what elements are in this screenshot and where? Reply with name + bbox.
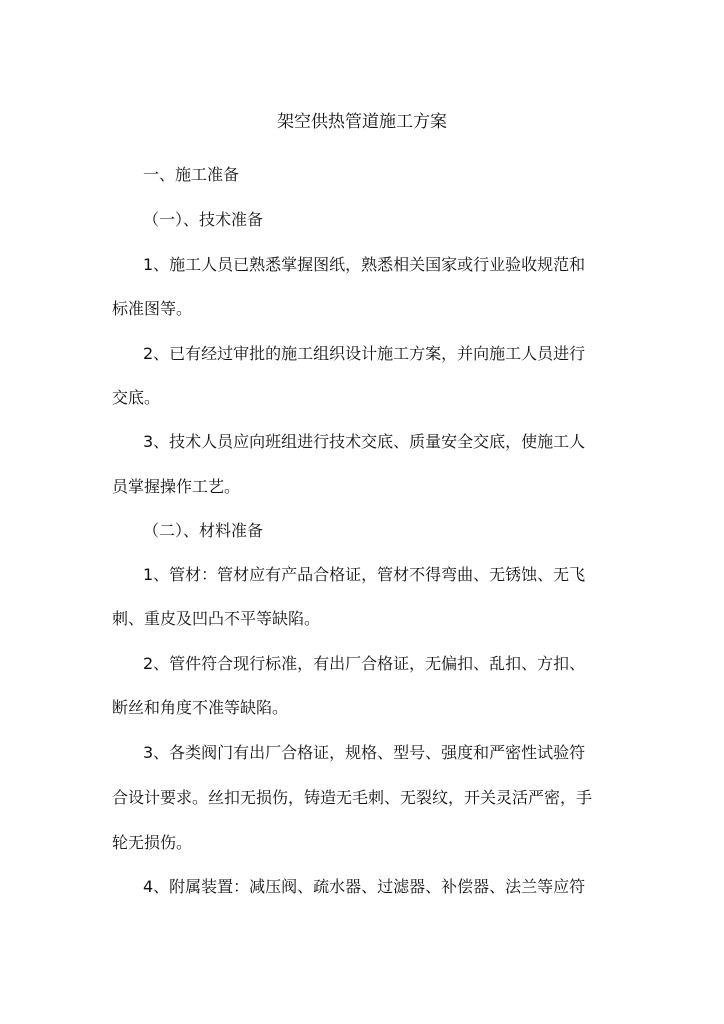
paragraph-line: 3、各类阀门有出厂合格证，规格、型号、强度和严密性试验符	[143, 743, 586, 762]
paragraph-line: 2、已有经过审批的施工组织设计施工方案，并向施工人员进行	[143, 344, 586, 363]
paragraph-line: 3、技术人员应向班组进行技术交底、质量安全交底，使施工人	[143, 432, 586, 451]
paragraph-line: 断丝和角度不准等缺陷。	[112, 698, 289, 717]
paragraph-line: 1、施工人员已熟悉掌握图纸，熟悉相关国家或行业验收规范和	[143, 255, 586, 274]
paragraph-line: 标准图等。	[112, 299, 193, 318]
paragraph-line: 员掌握操作工艺。	[112, 477, 241, 496]
section-heading: 一、施工准备	[143, 165, 240, 184]
document-title: 架空供热管道施工方案	[277, 112, 447, 132]
paragraph-line: 交底。	[112, 388, 161, 407]
paragraph-line: 轮无损伤。	[112, 833, 193, 852]
subsection-heading: （一）、技术准备	[143, 210, 264, 229]
paragraph-line: 刺、重皮及凹凸不平等缺陷。	[112, 609, 321, 628]
paragraph-line: 1、管材：管材应有产品合格证，管材不得弯曲、无锈蚀、无飞	[143, 565, 586, 584]
paragraph-line: 合设计要求。丝扣无损伤，铸造无毛刺、无裂纹，开关灵活严密，手	[112, 788, 593, 807]
paragraph-line: 4、附属装置：减压阀、疏水器、过滤器、补偿器、法兰等应符	[143, 877, 586, 896]
paragraph-line: 2、管件符合现行标准，有出厂合格证，无偏扣、乱扣、方扣、	[143, 654, 586, 673]
subsection-heading: （二）、材料准备	[143, 521, 264, 540]
